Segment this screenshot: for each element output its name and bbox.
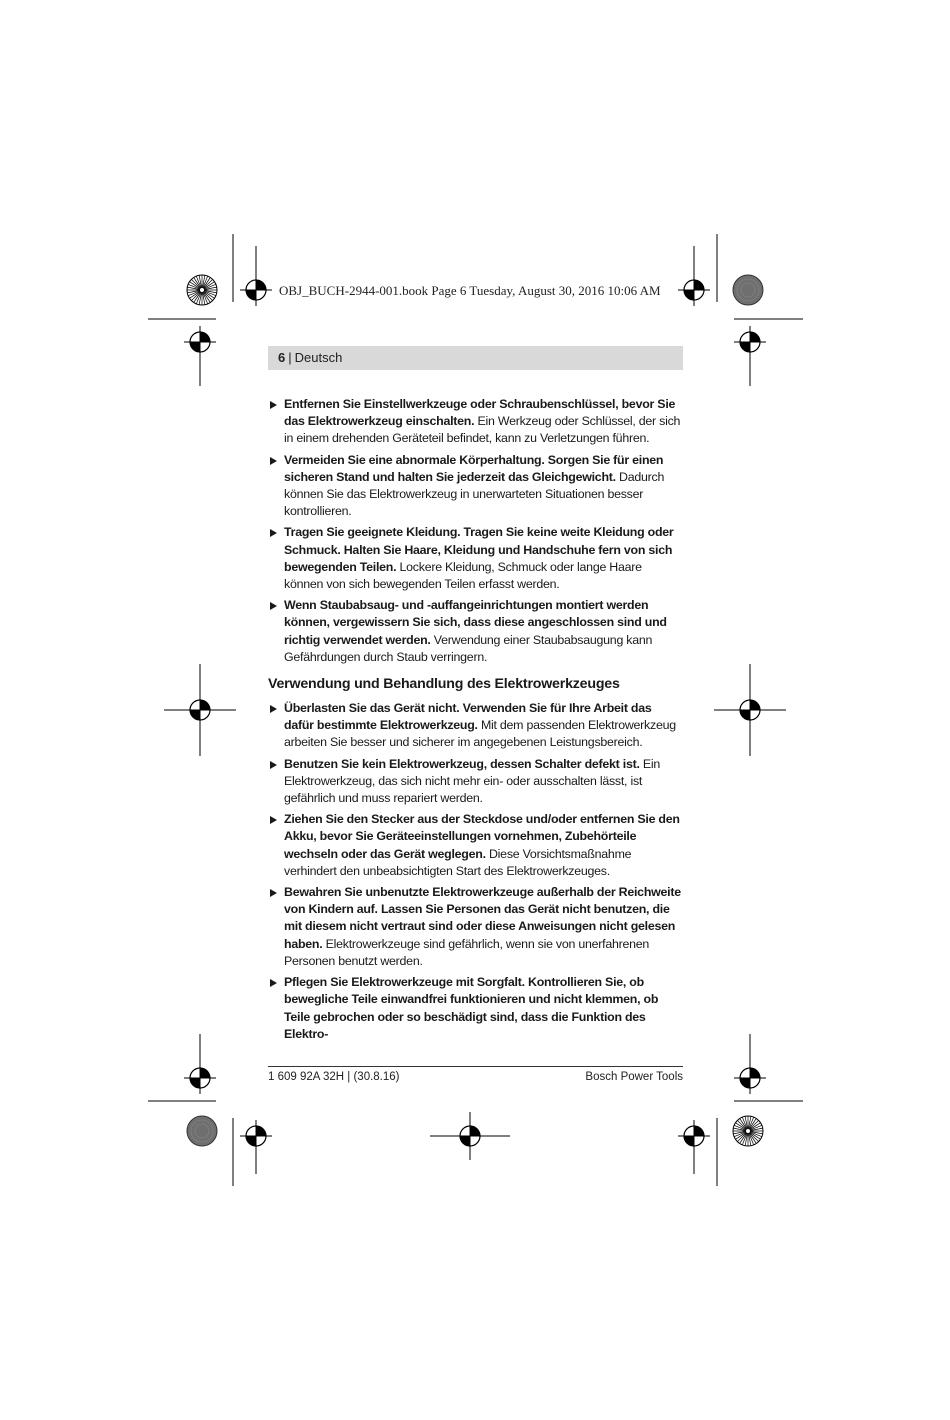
bullet-arrow-icon bbox=[270, 401, 277, 409]
bullet-arrow-icon bbox=[270, 761, 277, 769]
list-item bbox=[268, 811, 683, 880]
header-language: Deutsch bbox=[294, 350, 343, 365]
footer-brand: Bosch Power Tools bbox=[585, 1071, 683, 1083]
item-text: Lockere Kleidung, Schmuck oder lange Haare können von sich bewegenden Teilen erfasst werden. bbox=[284, 559, 642, 592]
bullet-arrow-icon bbox=[270, 889, 277, 897]
item-bold-text: Ziehen Sie den Stecker aus der Steckdose und/oder entfernen Sie den Akku, bevor Sie Geräteeinstellungen vornehmen, Zubehörteile wechseln oder das Gerät weglegen. bbox=[284, 812, 680, 861]
list-item bbox=[268, 700, 683, 752]
item-bold-text: Wenn Staubabsaug- und -auffangeinrichtungen montiert werden können, vergewissern Sie sich, dass diese angeschlossen sind und richtig verwendet werden. bbox=[284, 598, 667, 647]
list-item bbox=[268, 884, 683, 970]
item-text: Mit dem passenden Elektrowerkzeug arbeiten Sie besser und sicherer im angegebenen Leistungsbereich. bbox=[284, 718, 676, 750]
item-bold-text: Vermeiden Sie eine abnormale Körperhaltung. Sorgen Sie für einen sicheren Stand und halten Sie jederzeit das Gleichgewicht. bbox=[284, 452, 664, 484]
section-title: Verwendung und Behandlung des Elektrowerkzeuges bbox=[268, 676, 620, 693]
page-content bbox=[268, 396, 683, 1047]
item-bold-text: Pflegen Sie Elektrowerkzeuge mit Sorgfalt. Kontrollieren Sie, ob bewegliche Teile einwandfrei funktionieren und nicht klemmen, ob Teile gebrochen oder so beschädigt sind, dass die Funktion des Elektro- bbox=[284, 975, 659, 1041]
item-bold-text: Entfernen Sie Einstellwerkzeuge oder Schraubenschlüssel, bevor Sie das Elektrowerkzeug einschalten. bbox=[284, 397, 676, 429]
page-header bbox=[268, 346, 683, 370]
list-item bbox=[268, 974, 683, 1043]
bullet-arrow-icon bbox=[270, 979, 277, 987]
footer-divider bbox=[268, 1066, 683, 1067]
item-bold-text: Benutzen Sie kein Elektrowerkzeug, dessen Schalter defekt ist. bbox=[284, 756, 640, 771]
list-item bbox=[268, 597, 683, 666]
item-text: Diese Vorsichtsmaßnahme verhindert den unbeabsichtigten Start des Elektrowerkzeuges. bbox=[284, 846, 632, 878]
item-text: Ein Werkzeug oder Schlüssel, der sich in einem drehenden Geräteteil befindet, kann zu Verletzungen führen. bbox=[284, 414, 681, 446]
item-bold-text: Tragen Sie geeignete Kleidung. Tragen Sie keine weite Kleidung oder Schmuck. Halten Sie Haare, Kleidung und Handschuhe fern von sich bewegenden Teilen. bbox=[284, 525, 674, 574]
item-text: Dadurch können Sie das Elektrowerkzeug in unerwarteten Situationen besser kontrollieren. bbox=[284, 469, 665, 519]
item-text: Elektrowerkzeuge sind gefährlich, wenn sie von unerfahrenen Personen benutzt werden. bbox=[284, 936, 650, 968]
bullet-arrow-icon bbox=[270, 529, 277, 537]
header-separator: | bbox=[288, 350, 292, 365]
bullet-arrow-icon bbox=[270, 816, 277, 824]
page-number: 6 bbox=[278, 350, 286, 365]
list-item bbox=[268, 396, 683, 448]
item-text: Verwendung einer Staubabsaugung kann Gefährdungen durch Staub verringern. bbox=[284, 632, 653, 664]
item-bold-text: Bewahren Sie unbenutzte Elektrowerkzeuge außerhalb der Reichweite von Kindern auf. Lassen Sie Personen das Gerät nicht benutzen, die mit diesem nicht vertraut sind oder diese Anweisungen nicht gelesen haben. bbox=[284, 885, 681, 951]
book-slug-line: OBJ_BUCH-2944-001.book Page 6 Tuesday, August 30, 2016 10:06 AM bbox=[279, 283, 661, 298]
bullet-arrow-icon bbox=[270, 602, 277, 610]
bullet-arrow-icon bbox=[270, 705, 277, 713]
item-text: Ein Elektrowerkzeug, das sich nicht mehr ein- oder ausschalten lässt, ist gefährlich und muss repariert werden. bbox=[284, 756, 661, 806]
item-bold-text: Überlasten Sie das Gerät nicht. Verwenden Sie für Ihre Arbeit das dafür bestimmte Elektrowerkzeug. bbox=[284, 701, 652, 733]
list-item bbox=[268, 524, 683, 593]
bullet-arrow-icon bbox=[270, 457, 277, 465]
footer-doc-number: 1 609 92A 32H | (30.8.16) bbox=[268, 1071, 400, 1083]
list-item bbox=[268, 452, 683, 521]
list-item bbox=[268, 756, 683, 808]
